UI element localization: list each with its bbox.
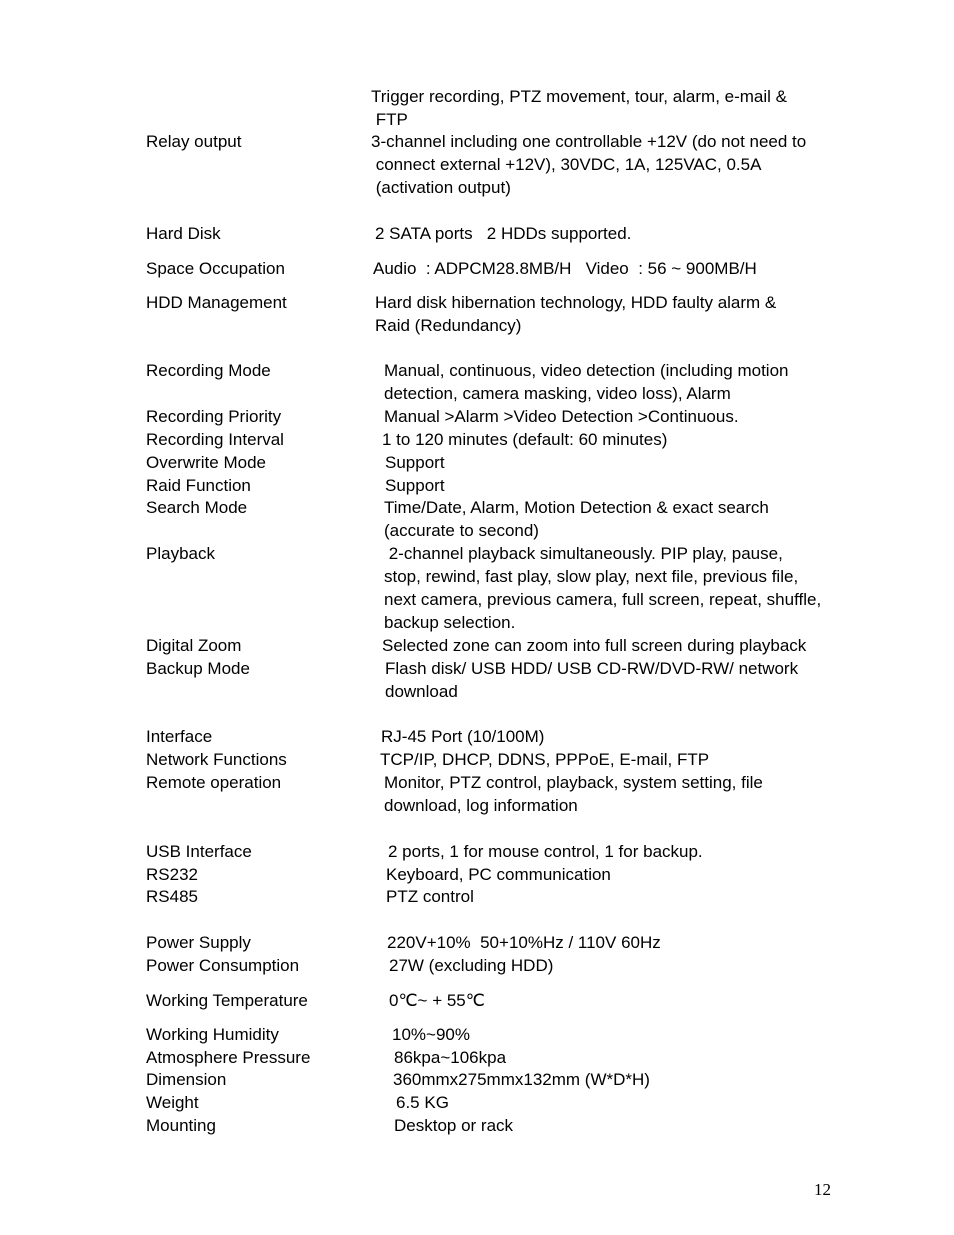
spec-value-line: 1 to 120 minutes (default: 60 minutes) [382,430,668,449]
spec-value-line: 0℃~ + 55℃ [389,991,485,1010]
spec-value-line: 220V+10% 50+10%Hz / 110V 60Hz [387,933,661,952]
spec-value-line: 2 SATA ports 2 HDDs supported. [375,224,632,243]
spec-value-line: detection, camera masking, video loss), Alarm [384,384,731,403]
spec-value-line: 6.5 KG [396,1093,449,1112]
spec-value-line: Hard disk hibernation technology, HDD faulty alarm & [375,293,777,312]
spec-value-line: PTZ control [386,887,474,906]
spec-value-line: 2-channel playback simultaneously. PIP play, pause, [384,544,783,563]
spec-value-line: Selected zone can zoom into full screen during playback [382,636,807,655]
spec-value-line: 2 ports, 1 for mouse control, 1 for backup. [388,842,703,861]
spec-value-line: 10%~90% [392,1025,470,1044]
spec-value-line: next camera, previous camera, full screen, repeat, shuffle, [384,590,822,609]
spec-label: USB Interface [146,842,252,861]
spec-value-line: Keyboard, PC communication [386,865,611,884]
spec-label: Weight [146,1093,199,1112]
spec-label: Backup Mode [146,659,250,678]
spec-label: Recording Mode [146,361,271,380]
spec-label: HDD Management [146,293,287,312]
spec-value-line: Trigger recording, PTZ movement, tour, alarm, e-mail & [371,87,788,106]
spec-value-line: stop, rewind, fast play, slow play, next file, previous file, [384,567,799,586]
spec-value-line: download [385,682,458,701]
spec-value-line: 3-channel including one controllable +12V (do not need to [371,132,807,151]
spec-value-line: Monitor, PTZ control, playback, system setting, file [384,773,763,792]
spec-label: Remote operation [146,773,282,792]
spec-value-line: (accurate to second) [384,521,539,540]
spec-value-line: Support [385,476,445,495]
spec-label: Dimension [146,1070,227,1089]
spec-value-line: 86kpa~106kpa [394,1048,507,1067]
spec-label: Relay output [146,132,242,151]
page-number: 12 [814,1180,831,1199]
spec-label: RS232 [146,865,198,884]
spec-label: Network Functions [146,750,287,769]
spec-value-line: download, log information [384,796,578,815]
spec-label: Hard Disk [146,224,221,243]
spec-label: Recording Priority [146,407,282,426]
spec-label: Power Supply [146,933,251,952]
spec-value-line: 27W (excluding HDD) [389,956,554,975]
spec-value-line: 360mmx275mmx132mm (W*D*H) [393,1070,650,1089]
spec-value-line: TCP/IP, DHCP, DDNS, PPPoE, E-mail, FTP [380,750,710,769]
spec-label: Playback [146,544,215,563]
spec-value-line: Manual >Alarm >Video Detection >Continuous. [384,407,739,426]
spec-value-line: Desktop or rack [394,1116,514,1135]
spec-value-line: Support [385,453,445,472]
spec-label: Atmosphere Pressure [146,1048,311,1067]
spec-value-line: FTP [371,110,408,129]
spec-value-line: (activation output) [371,178,511,197]
spec-label: Raid Function [146,476,251,495]
spec-label: Power Consumption [146,956,300,975]
spec-value-line: RJ-45 Port (10/100M) [381,727,545,746]
spec-value-line: Audio : ADPCM28.8MB/H Video : 56 ~ 900MB/H [373,259,757,278]
spec-value-line: Raid (Redundancy) [375,316,522,335]
spec-label: Interface [146,727,213,746]
spec-label: Space Occupation [146,259,285,278]
spec-value-line: Manual, continuous, video detection (including motion [384,361,789,380]
spec-value-line: backup selection. [384,613,516,632]
spec-value-line: Time/Date, Alarm, Motion Detection & exact search [384,498,769,517]
spec-label: Overwrite Mode [146,453,266,472]
spec-label: Recording Interval [146,430,284,449]
spec-value-line: connect external +12V), 30VDC, 1A, 125VAC, 0.5A [371,155,762,174]
spec-label: Digital Zoom [146,636,242,655]
spec-label: Search Mode [146,498,248,517]
spec-label: RS485 [146,887,198,906]
spec-label: Mounting [146,1116,216,1135]
spec-label: Working Temperature [146,991,308,1010]
spec-value-line: Flash disk/ USB HDD/ USB CD-RW/DVD-RW/ network [385,659,799,678]
spec-label: Working Humidity [146,1025,279,1044]
